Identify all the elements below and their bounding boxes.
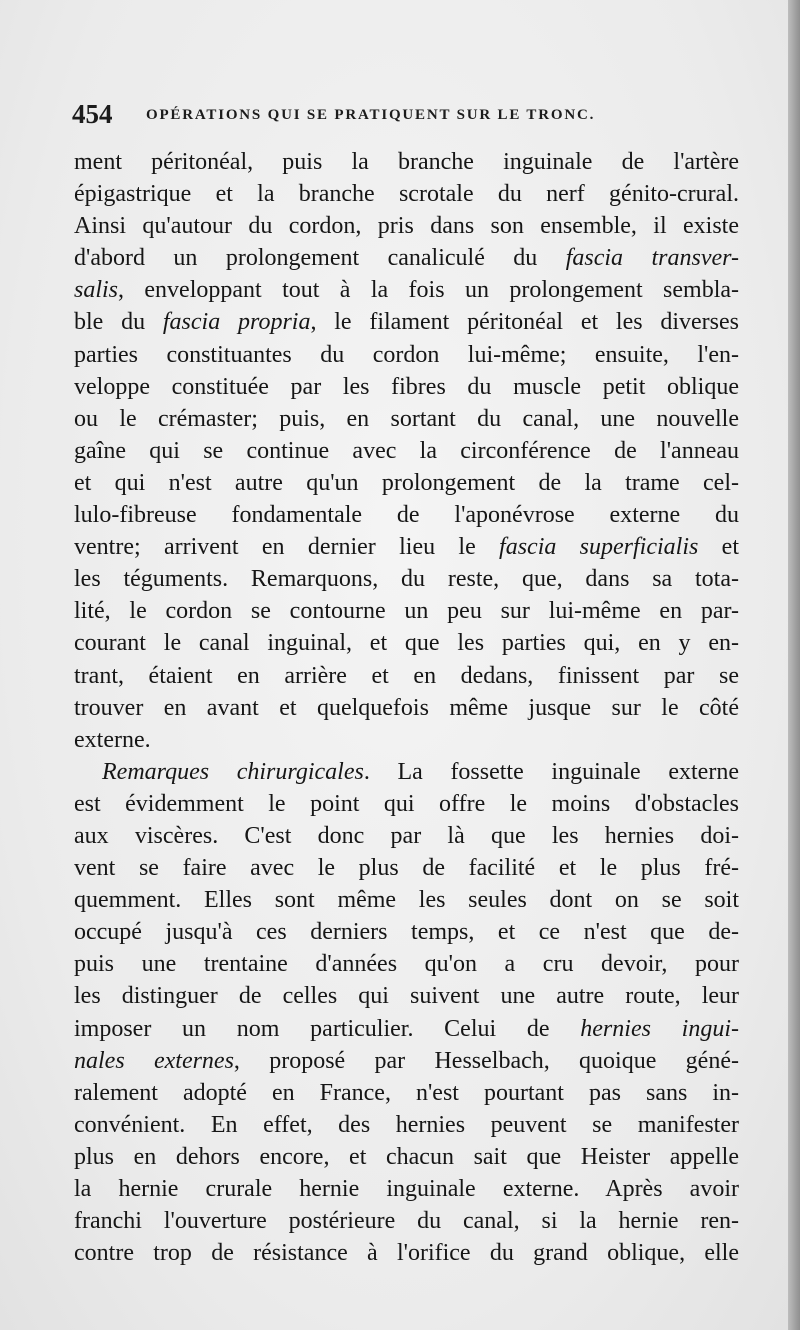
text-segment: imposer un nom particulier. Celui de	[74, 1015, 581, 1042]
text-line	[74, 531, 739, 563]
text-line	[74, 980, 739, 1012]
text-segment: ment péritonéal, puis la branche inguinale de l'artère	[74, 149, 739, 175]
text-segment: trouver en avant et quelquefois même jusque sur le côté	[74, 694, 739, 721]
text-line	[74, 692, 739, 724]
text-line	[74, 274, 739, 306]
text-line	[74, 1173, 739, 1205]
text-line	[74, 242, 739, 274]
text-segment: courant le canal inguinal, et que les parties qui, en y en-	[74, 630, 739, 657]
text-line	[74, 371, 739, 403]
text-segment: parties constituantes du cordon lui-même; ensuite, l'en-	[74, 341, 739, 368]
text-line	[74, 146, 739, 178]
italic-text: fascia superficialis	[499, 534, 699, 561]
body-text	[74, 146, 739, 1269]
text-segment: contre trop de résistance à l'orifice du grand oblique, elle	[74, 1240, 739, 1267]
text-line	[74, 1205, 739, 1237]
page-header	[72, 99, 737, 135]
text-segment: franchi l'ouverture postérieure du canal, si la hernie ren-	[74, 1208, 739, 1235]
text-line	[74, 660, 739, 692]
text-segment: ou le crémaster; puis, en sortant du canal, une nouvelle	[74, 405, 739, 432]
text-segment: , proposé par Hesselbach, quoique géné-	[233, 1047, 739, 1074]
text-segment: est évidemment le point qui offre le moins d'obstacles	[74, 790, 739, 817]
text-segment: épigastrique et la branche scrotale du nerf génito-crural.	[74, 181, 739, 208]
text-segment: lité, le cordon se contourne un peu sur lui-même en par-	[74, 598, 739, 625]
text-segment: externe.	[74, 726, 151, 753]
text-segment: ventre; arrivent en dernier lieu le	[74, 534, 500, 561]
text-line	[74, 178, 739, 210]
text-segment: convénient. En effet, des hernies peuvent se manifester	[74, 1111, 739, 1138]
text-line	[74, 627, 739, 659]
page-edge	[788, 0, 800, 1330]
text-line	[74, 595, 739, 627]
text-line	[74, 306, 739, 338]
text-line	[74, 788, 739, 820]
text-line	[74, 1141, 739, 1173]
italic-text: fascia transver-	[565, 245, 739, 272]
text-segment: lulo-fibreuse fondamentale de l'aponévrose externe du	[74, 502, 739, 529]
text-line	[74, 724, 739, 756]
text-line	[74, 852, 739, 884]
italic-text: fascia propria	[162, 309, 311, 336]
running-title: OPÉRATIONS QUI SE PRATIQUENT SUR LE TRONC.	[146, 107, 596, 123]
text-line	[74, 1109, 739, 1141]
italic-text: hernies ingui-	[580, 1015, 739, 1042]
text-line	[74, 756, 739, 788]
text-line	[74, 820, 739, 852]
text-line	[74, 1045, 739, 1077]
text-line	[74, 339, 739, 371]
text-segment: veloppe constituée par les fibres du muscle petit oblique	[74, 373, 739, 400]
text-line	[74, 435, 739, 467]
text-segment: , enveloppant tout à la fois un prolongement sembla-	[118, 277, 739, 304]
page-number: 454	[72, 99, 113, 129]
text-segment: Ainsi qu'autour du cordon, pris dans son ensemble, il existe	[74, 213, 739, 240]
text-line	[74, 884, 739, 916]
text-line	[74, 948, 739, 980]
text-segment: trant, étaient en arrière et en dedans, finissent par se	[74, 662, 739, 689]
text-segment: occupé jusqu'à ces derniers temps, et ce n'est que de-	[74, 919, 739, 946]
text-segment: gaîne qui se continue avec la circonférence de l'anneau	[74, 437, 739, 464]
text-line	[74, 467, 739, 499]
text-segment: les téguments. Remarquons, du reste, que, dans sa tota-	[74, 566, 739, 593]
text-segment: , le filament péritonéal et les diverses	[310, 309, 740, 336]
text-segment: aux viscères. C'est donc par là que les hernies doi-	[74, 822, 739, 849]
italic-text: Remarques chirurgicales	[102, 758, 364, 785]
text-segment: puis une trentaine d'années qu'on a cru devoir, pour	[74, 951, 739, 978]
text-segment: plus en dehors encore, et chacun sait que Heister appelle	[74, 1143, 739, 1170]
text-segment: et	[698, 534, 739, 561]
text-segment: ble du	[74, 309, 163, 336]
text-line	[74, 210, 739, 242]
text-segment: la hernie crurale hernie inguinale externe. Après avoir	[74, 1176, 739, 1202]
text-segment: quemment. Elles sont même les seules dont on se soit	[74, 887, 739, 914]
text-line	[74, 563, 739, 595]
italic-text: salis	[74, 277, 119, 304]
text-segment: vent se faire avec le plus de facilité et le plus fré-	[74, 855, 739, 882]
text-line	[74, 916, 739, 948]
text-line	[74, 1237, 739, 1269]
text-line	[74, 1013, 739, 1045]
text-segment: ralement adopté en France, n'est pourtant pas sans in-	[74, 1079, 739, 1106]
text-line	[74, 1077, 739, 1109]
text-segment: et qui n'est autre qu'un prolongement de la trame cel-	[74, 469, 739, 496]
italic-text: nales externes	[74, 1047, 234, 1074]
text-segment: . La fossette inguinale externe	[363, 758, 739, 785]
text-line	[74, 499, 739, 531]
text-segment: les distinguer de celles qui suivent une autre route, leur	[74, 983, 739, 1010]
text-segment: d'abord un prolongement canaliculé du	[74, 245, 566, 272]
text-line	[74, 403, 739, 435]
